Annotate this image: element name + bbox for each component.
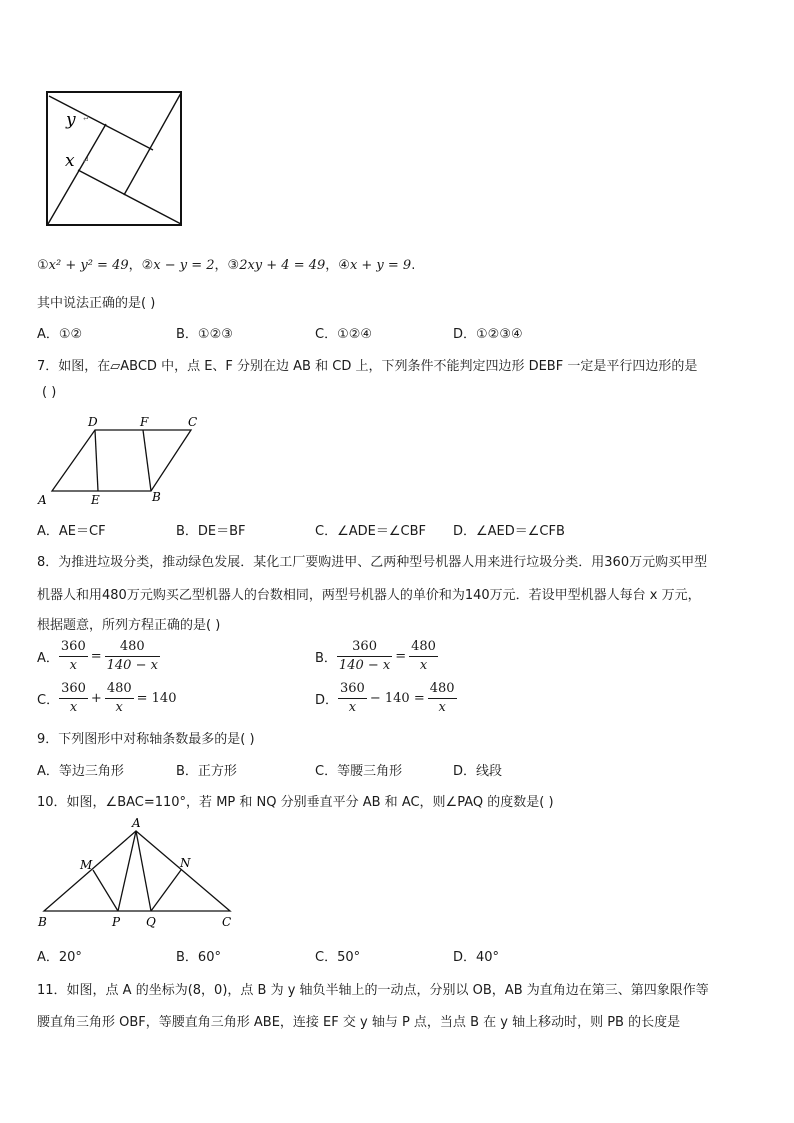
fraction: $\frac{480}{x}$ [411,639,436,673]
q9-option-a[interactable]: A．等边三角形 [37,764,124,779]
q10-option-c[interactable]: C．50° [315,950,361,965]
seg-left [48,124,106,224]
seg-AQ [136,831,151,911]
q8-line3: 根据题意，所列方程正确的是( ) [37,618,221,633]
q7-option-d[interactable]: D．∠AED＝∠CFB [453,524,565,539]
q7-option-b[interactable]: B．DE＝BF [176,524,246,539]
q6-square-figure [40,88,190,230]
q11-line1: 11．如图，点 A 的坐标为(8，0)，点 B 为 y 轴负半轴上的一动点，分别以 OB，AB 为直角边在第三、第四象限作等 [37,983,709,998]
label-x: x [65,151,75,171]
q11-line2: 腰直角三角形 OBF，等腰直角三角形 ABE，连接 EF 交 y 轴与 P 点，当点 B 在 y 轴上移动时，则 PB 的长度是 [37,1015,681,1030]
q8-option-d[interactable]: D． $\frac{360}{x}$ − 140 = $\frac{480}{x}$ [315,681,455,715]
parallelogram [52,430,191,491]
label-D: D [88,415,98,429]
q9-option-c[interactable]: C．等腰三角形 [315,764,403,779]
label-A: A [38,493,47,507]
arrow-mark-y: ↵ [82,114,90,124]
triangle-ABC [44,831,230,911]
label-M: M [80,858,93,872]
seg-AP [118,831,136,911]
q6-option-c[interactable]: C．①②④ [315,327,373,342]
q6-option-a[interactable]: A．①② [37,327,83,342]
q7-option-a[interactable]: A．AE＝CF [37,524,106,539]
label-F: F [140,415,149,429]
q10-option-d[interactable]: D．40° [453,950,500,965]
q8-option-a[interactable]: A． $\frac{360}{x}$ = $\frac{480}{140 - x}$ [37,639,158,673]
fraction: $\frac{360}{140 - x}$ [338,639,391,673]
q10-triangle-figure [34,815,239,933]
label-Q: Q [146,915,156,929]
label-B: B [38,915,47,929]
label-B: B [152,490,161,504]
seg-NQ [151,870,181,911]
fraction: $\frac{480}{x}$ [429,681,455,715]
label-A: A [132,816,141,830]
q8-option-b[interactable]: B． $\frac{360}{140 - x}$ = $\frac{480}{x}$ [315,639,436,673]
q10-option-a[interactable]: A．20° [37,950,82,965]
seg-MP [93,870,118,911]
label-C: C [222,915,232,929]
label-E: E [91,493,100,507]
q9-text: 9．下列图形中对称轴条数最多的是( ) [37,732,255,747]
q10-option-b[interactable]: B．60° [176,950,221,965]
q7-option-c[interactable]: C．∠ADE＝∠CBF [315,524,426,539]
fraction: $\frac{360}{x}$ [61,681,86,715]
seg-right [124,93,181,195]
q7-text: 7．如图，在▱ABCD 中，点 E、F 分别在边 AB 和 CD 上，下列条件不能判定四边形 DEBF 一定是平行四边形的是 [37,359,698,374]
q6-option-d[interactable]: D．①②③④ [453,327,523,342]
fraction: $\frac{480}{x}$ [106,681,132,715]
label-y: y [66,110,76,130]
q9-option-b[interactable]: B．正方形 [176,764,237,779]
q7-parallelogram-figure [35,412,205,508]
arrow-mark-x: ↵ [82,156,90,166]
label-N: N [180,856,191,870]
label-C: C [188,415,198,429]
q7-paren: ( ) [42,385,57,400]
q10-text: 10．如图，∠BAC=110°，若 MP 和 NQ 分别垂直平分 AB 和 AC，则∠PAQ 的度数是( ) [37,795,554,810]
seg-bottom [78,170,181,224]
q8-line1: 8．为推进垃圾分类，推动绿色发展．某化工厂要购进甲、乙两种型号机器人用来进行垃圾分类．用360万元购买甲型 [37,555,708,570]
q8-option-c[interactable]: C． $\frac{360}{x}$ + $\frac{480}{x}$ = 140 [37,681,177,715]
q6-statements: ①x² + y² = 49，②x − y = 2，③2xy + 4 = 49，④x + y = 9. [37,258,416,273]
q6-option-b[interactable]: B．①②③ [176,327,233,342]
q9-option-d[interactable]: D．线段 [453,764,503,779]
fraction: $\frac{360}{x}$ [340,681,365,715]
fraction: $\frac{360}{x}$ [60,639,86,673]
label-P: P [112,915,121,929]
q6-question: 其中说法正确的是( ) [37,296,156,311]
q8-line2: 机器人和用480万元购买乙型机器人的台数相同，两型号机器人的单价和为140万元．若设甲型机器人每台 x 万元， [37,588,701,603]
fraction: $\frac{480}{140 - x}$ [106,639,158,673]
seg-top [49,96,153,150]
seg-FB [143,430,151,491]
seg-DE [95,430,98,491]
